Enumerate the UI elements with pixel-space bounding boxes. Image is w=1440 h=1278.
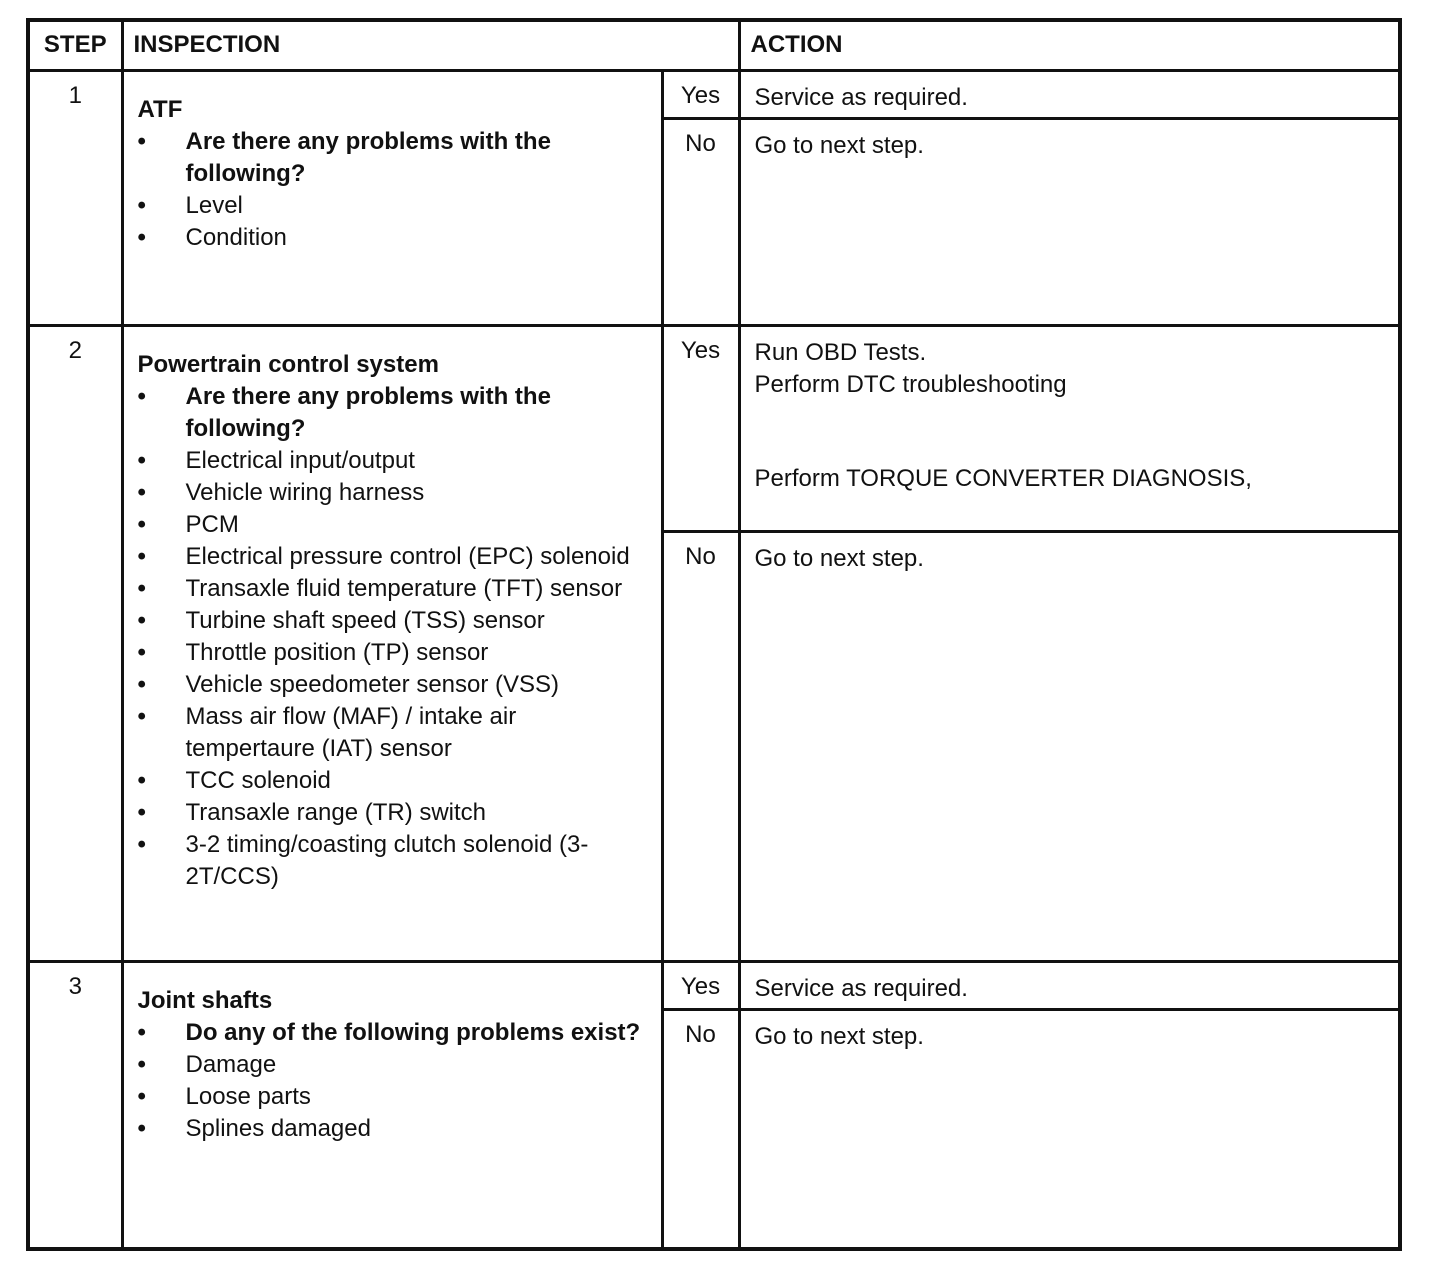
step-2-yes-row: [28, 325, 1400, 531]
inspection-item: • Condition: [138, 222, 645, 254]
step-number: 3: [28, 961, 122, 1249]
action-header: ACTION: [739, 20, 1400, 70]
inspection-title: Powertrain control system: [137, 350, 439, 378]
inspection-item: • TCC solenoid: [138, 765, 645, 797]
yes-label: Yes: [662, 325, 739, 531]
inspection-cell: [122, 325, 662, 961]
diagnosis-table: [26, 18, 1402, 1251]
no-action: [739, 531, 1400, 961]
no-label: No: [662, 1009, 739, 1249]
inspection-title: Joint shafts: [137, 986, 273, 1014]
action-line: Perform DTC troubleshooting: [754, 370, 1067, 398]
no-action: [739, 118, 1400, 325]
inspection-item: • Level: [138, 190, 645, 222]
inspection-item: • Vehicle wiring harness: [138, 477, 645, 509]
inspection-item: • PCM: [138, 509, 645, 541]
action-line: Service as required.: [754, 974, 968, 1002]
no-action: [739, 1009, 1400, 1249]
action-line: Run OBD Tests.: [754, 338, 927, 366]
inspection-question: • Do any of the following problems exist?: [138, 1017, 645, 1049]
step-header: STEP: [28, 20, 122, 70]
inspection-header: INSPECTION: [122, 20, 739, 70]
step-number: 2: [28, 325, 122, 961]
inspection-item: • 3-2 timing/coasting clutch solenoid (3-2T/CCS): [138, 829, 645, 893]
yes-label: Yes: [662, 961, 739, 1009]
inspection-item: • Loose parts: [138, 1081, 645, 1113]
action-line: Perform TORQUE CONVERTER DIAGNOSIS,: [754, 464, 1252, 492]
action-line: Go to next step.: [754, 544, 924, 572]
yes-action: [739, 325, 1400, 531]
no-label: No: [662, 531, 739, 961]
inspection-cell: [122, 70, 662, 325]
inspection-cell: [122, 961, 662, 1249]
no-label: No: [662, 118, 739, 325]
inspection-item: • Turbine shaft speed (TSS) sensor: [138, 605, 645, 637]
step-number: 1: [28, 70, 122, 325]
inspection-list: [138, 1017, 645, 1145]
step-3-yes-row: [28, 961, 1400, 1009]
action-line: Go to next step.: [754, 1022, 924, 1050]
inspection-question: • Are there any problems with the following?: [138, 381, 645, 445]
action-line: Go to next step.: [754, 131, 924, 159]
inspection-item: • Electrical pressure control (EPC) solenoid: [138, 541, 645, 573]
inspection-question: • Are there any problems with the following?: [138, 126, 645, 190]
yes-action: [739, 961, 1400, 1009]
inspection-item: • Vehicle speedometer sensor (VSS): [138, 669, 645, 701]
yes-action: [739, 70, 1400, 118]
inspection-list: [138, 126, 645, 254]
inspection-item: • Transaxle fluid temperature (TFT) sensor: [138, 573, 645, 605]
inspection-item: • Mass air flow (MAF) / intake air tempertaure (IAT) sensor: [138, 701, 645, 765]
inspection-item: • Electrical input/output: [138, 445, 645, 477]
step-1-yes-row: [28, 70, 1400, 118]
yes-label: Yes: [662, 70, 739, 118]
header-row: [28, 20, 1400, 70]
inspection-title: ATF: [137, 95, 183, 123]
inspection-item: • Splines damaged: [138, 1113, 645, 1145]
inspection-item: • Throttle position (TP) sensor: [138, 637, 645, 669]
inspection-item: • Damage: [138, 1049, 645, 1081]
inspection-list: [138, 381, 645, 893]
inspection-item: • Transaxle range (TR) switch: [138, 797, 645, 829]
action-line: Service as required.: [754, 83, 968, 111]
